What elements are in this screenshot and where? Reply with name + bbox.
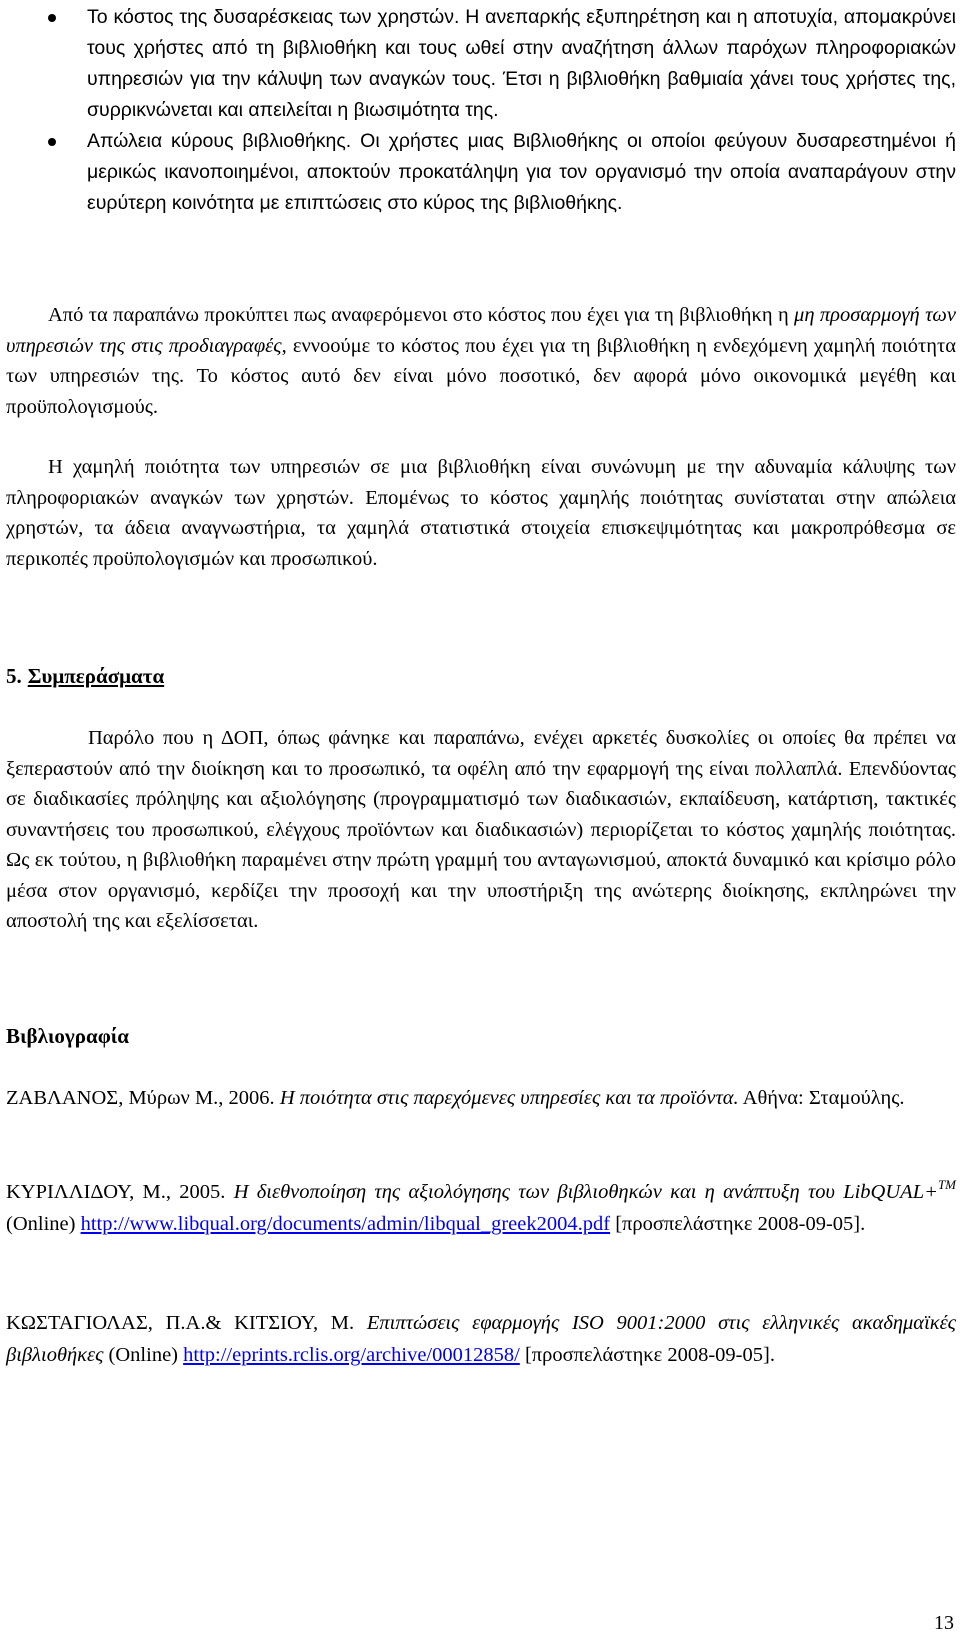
reference-accessed: [προσπελάστηκε 2008-09-05].: [610, 1213, 866, 1235]
section-heading: [6, 664, 164, 689]
reference-kostagiolas: [6, 1307, 956, 1371]
list-item: [0, 126, 960, 219]
bullet-icon: [48, 138, 56, 146]
page-number: 13: [934, 1612, 954, 1634]
reference-link[interactable]: http://www.libqual.org/documents/admin/libqual_greek2004.pdf: [80, 1213, 611, 1235]
reference-zavlanos: [6, 1082, 956, 1114]
section-title: Συμπεράσματα: [27, 664, 165, 688]
list-item-text: Το κόστος της δυσαρέσκειας των χρηστών. Η ανεπαρκής εξυπηρέτηση και η αποτυχία, απομακρύνει τους χρήστες από τη βιβλιοθήκη και τους ωθεί στην αναζήτηση άλλων παρόχων πληροφοριακών υπηρεσιών για την κάλυψη των αναγκών τους. Έτσι η βιβλιοθήκη βαθμιαία χάνει τους χρήστες της, συρρικνώνεται και απειλείται η βιωσιμότητα της.: [87, 6, 956, 121]
bullet-icon: [48, 14, 56, 22]
reference-link[interactable]: http://eprints.rclis.org/archive/00012858/: [183, 1344, 520, 1366]
list-item: [0, 2, 960, 126]
paragraph-cost: [6, 300, 956, 422]
reference-online: (Online): [103, 1344, 184, 1366]
reference-title: Επιπτώσεις εφαρμογής ISO 9001:2000 στις ελληνικές ακαδημαϊκές βιβλιοθήκες: [6, 1312, 956, 1366]
reference-author: ΚΥΡΙΛΛΙΔΟΥ, Μ., 2005.: [6, 1181, 234, 1203]
paragraph-text: , εννοούμε το κόστος που έχει για τη βιβλιοθήκη η ενδεχόμενη χαμηλή ποιότητα των υπηρεσιών της. Το κόστος αυτό δεν είναι μόνο ποσοτικό, δεν αφορά μόνο οικονομικά μεγέθη και προϋπολογισμούς.: [6, 334, 956, 418]
paragraph-low-quality: Η χαμηλή ποιότητα των υπηρεσιών σε μια βιβλιοθήκη είναι συνώνυμη με την αδυναμία κάλυψης των πληροφοριακών αναγκών των χρηστών. Επομένως το κόστος χαμηλής ποιότητας συνίσταται στην απώλεια χρηστών, τα άδεια αναγνωστήρια, τα χαμηλά στατιστικά στοιχεία επισκεψιμότητας και μακροπρόθεσμα σε περικοπές προϋπολογισμών και προσωπικού.: [6, 456, 956, 570]
reference-online: (Online): [6, 1213, 81, 1235]
section-number: 5.: [6, 664, 22, 688]
paragraph-conclusions: Παρόλο που η ΔΟΠ, όπως φάνηκε και παραπάνω, ενέχει αρκετές δυσκολίες οι οποίες θα πρέπει να ξεπεραστούν από την διοίκηση και το προσωπικό, τα οφέλη από την εφαρμογή της είναι πολλαπλά. Επενδύοντας σε διαδικασίες πρόληψης και αξιολόγησης (προγραμματισμό των διαδικασιών, εκπαίδευση, κατάρτιση, τακτικές συναντήσεις του προσωπικού, ελέγχους προϊόντων και διαδικασιών) περιορίζεται το κόστος χαμηλής ποιότητας. Ως εκ τούτου, η βιβλιοθήκη παραμένει στην πρώτη γραμμή του ανταγωνισμού, αποκτά δυναμικό και κρίσιμο ρόλο μέσα στον οργανισμό, κερδίζει την προσοχή και την υποστήριξη της ανώτερης διοίκησης, εκπληρώνει την αποστολή της και εξελίσσεται.: [6, 727, 956, 932]
reference-publisher: Αθήνα: Σταμούλης.: [738, 1087, 905, 1109]
reference-accessed: [προσπελάστηκε 2008-09-05].: [519, 1344, 775, 1366]
paragraph-text: Από τα παραπάνω προκύπτει πως αναφερόμενοι στο κόστος που έχει για τη βιβλιοθήκη η: [48, 304, 795, 326]
reference-title: Η διεθνοποίηση της αξιολόγησης των βιβλιοθηκών και η ανάπτυξη του LibQUAL+: [233, 1181, 938, 1203]
reference-kyrillidou: [6, 1176, 956, 1240]
reference-title: Η ποιότητα στις παρεχόμενες υπηρεσίες και τα προϊόντα.: [279, 1087, 739, 1109]
bibliography-heading: Βιβλιογραφία: [6, 1024, 130, 1048]
reference-superscript: TM: [937, 1177, 956, 1192]
reference-author: ΚΩΣΤΑΓΙΟΛΑΣ, Π.Α.& ΚΙΤΣΙΟΥ, Μ.: [6, 1312, 367, 1334]
reference-author: ΖΑΒΛΑΝΟΣ, Μύρων Μ., 2006.: [6, 1087, 280, 1109]
paragraph-italic: μη προσαρμογή των υπηρεσιών της στις προδιαγραφές: [6, 304, 957, 357]
list-item-text: Απώλεια κύρους βιβλιοθήκης. Οι χρήστες μιας Βιβλιοθήκης οι οποίοι φεύγουν δυσαρεστημένοι ή μερικώς ικανοποιημένοι, αποκτούν προκατάληψη για τον οργανισμό την οποία αναπαράγουν στην ευρύτερη κοινότητα με επιπτώσεις στο κύρος της βιβλιοθήκης.: [87, 130, 956, 214]
bullet-list: [0, 2, 960, 219]
